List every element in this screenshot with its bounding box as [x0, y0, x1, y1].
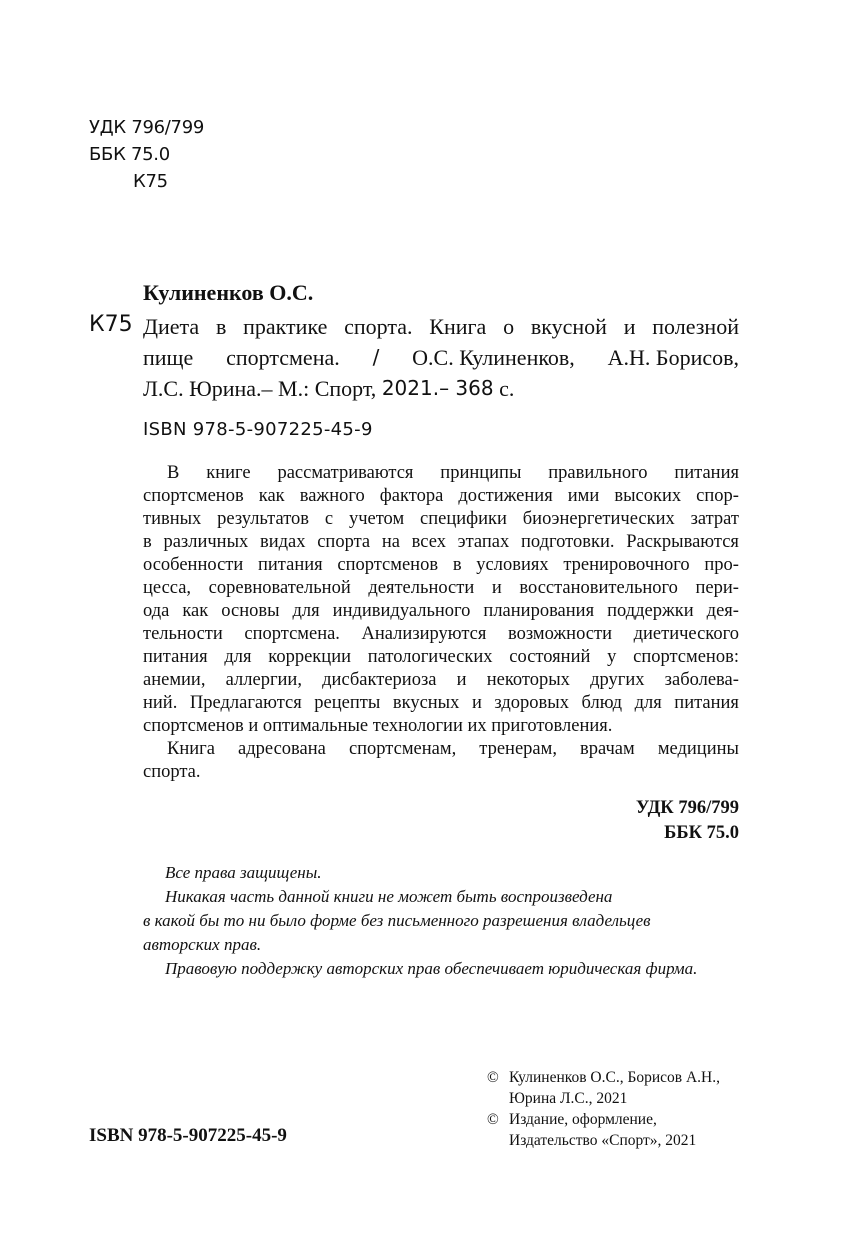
udk-code: УДК 796/799 — [89, 117, 205, 138]
annotation-word: деятельности — [368, 578, 475, 598]
annotation-word: питания — [143, 647, 208, 667]
annotation-word: Книга — [167, 739, 215, 759]
annotation-word: других — [590, 670, 645, 690]
annotation-line — [143, 692, 739, 715]
biblio-line-1: Диета в практике спорта. Книга о вкусной и полезной — [143, 314, 739, 339]
annotation-word: спортсменов — [337, 555, 439, 575]
isbn-line: ISBN 978-5-907225-45-9 — [143, 419, 373, 440]
annotation-word: и — [491, 578, 502, 598]
annotation-word: дея- — [706, 601, 739, 621]
annotation-word: восстановительного — [519, 578, 678, 598]
rights-line: авторских прав. — [143, 935, 262, 954]
annotation-word: важного — [299, 486, 365, 506]
entry-mark: К75 — [89, 312, 133, 337]
annotation-line: спорта. — [143, 762, 201, 782]
annotation-line: спортсменов и оптимальные технологии их приготовления. — [143, 716, 613, 736]
annotation-word: спортсменов — [143, 486, 244, 506]
biblio-line-3: Л.С. Юрина.– М.: Спорт, 2021.– 368 с. — [143, 376, 515, 401]
annotation-word: для — [224, 647, 252, 667]
annotation — [143, 462, 739, 784]
annotation-word: видах — [259, 532, 306, 552]
biblio-line-2: пище спортсмена. / О.С. Кулиненков, А.Н. Борисов, — [143, 345, 739, 370]
annotation-word: биоэнергетических — [522, 509, 675, 529]
annotation-word: пери- — [695, 578, 739, 598]
annotation-word: всех — [411, 532, 446, 552]
copyright-row: Юрина Л.С., 2021 — [509, 1090, 628, 1107]
annotation-word: ими — [567, 486, 600, 506]
annotation-word: этапах — [457, 532, 510, 552]
annotation-word: для — [634, 693, 662, 713]
annotation-word: в — [452, 555, 462, 575]
annotation-word: поддержки — [607, 601, 694, 621]
annotation-word: основы — [221, 601, 280, 621]
annotation-line — [143, 646, 739, 669]
udk-code-bottom: УДК 796/799 — [635, 798, 739, 818]
copyright-icon: © — [487, 1111, 499, 1128]
annotation-word: Анализируются — [361, 624, 487, 644]
annotation-word: тренировочного — [563, 555, 690, 575]
annotation-word: подготовки. — [520, 532, 615, 552]
annotation-word: соревновательной — [208, 578, 351, 598]
annotation-word: планирования — [483, 601, 595, 621]
annotation-word: высоких — [614, 486, 682, 506]
annotation-word: заболева- — [664, 670, 739, 690]
copyright-block — [487, 1067, 720, 1151]
annotation-word: вкусных — [392, 693, 460, 713]
annotation-word: у — [607, 647, 617, 667]
bbk-code-bottom: ББК 75.0 — [664, 823, 739, 843]
annotation-word: спортсменов: — [633, 647, 739, 667]
annotation-word: с — [324, 509, 334, 529]
annotation-word: ний. — [143, 693, 178, 713]
rights-line: Никакая часть данной книги не может быть воспроизведена — [165, 887, 613, 906]
annotation-word: принципы — [440, 463, 522, 483]
annotation-word: индивидуального — [332, 601, 471, 621]
annotation-word: питания — [674, 693, 739, 713]
annotation-line — [143, 462, 739, 485]
annotation-word: состояний — [509, 647, 591, 667]
rights-line: Все права защищены. — [165, 863, 322, 882]
annotation-word: тельности — [143, 624, 223, 644]
annotation-word: и — [471, 693, 482, 713]
annotation-line — [143, 577, 739, 600]
annotation-word: возможности — [508, 624, 612, 644]
annotation-word: как — [182, 601, 209, 621]
classification-bottom — [636, 796, 739, 846]
annotation-word: коррекции — [268, 647, 351, 667]
annotation-word: на — [381, 532, 400, 552]
annotation-word: здоровых — [494, 693, 569, 713]
annotation-word: рецепты — [314, 693, 381, 713]
annotation-word: спор- — [696, 486, 739, 506]
annotation-word: затрат — [690, 509, 739, 529]
annotation-word: как — [258, 486, 285, 506]
annotation-word: спортсменам, — [348, 739, 457, 759]
annotation-line — [143, 554, 739, 577]
annotation-word: результатов — [217, 509, 310, 529]
annotation-word: блюд — [581, 693, 623, 713]
annotation-word: про- — [704, 555, 739, 575]
annotation-word: Предлагаются — [189, 693, 302, 713]
annotation-word: цесса, — [143, 578, 192, 598]
annotation-word: специфики — [420, 509, 507, 529]
annotation-word: дисбактериоза — [322, 670, 437, 690]
annotation-word: учетом — [348, 509, 405, 529]
annotation-line — [143, 508, 739, 531]
annotation-word: медицины — [657, 739, 739, 759]
annotation-word: рассматриваются — [277, 463, 414, 483]
annotation-line — [143, 738, 739, 761]
annotation-word: аллергии, — [225, 670, 302, 690]
annotation-word: в — [143, 532, 152, 552]
copyright-row: Издательство «Спорт», 2021 — [509, 1132, 697, 1149]
annotation-word: условиях — [476, 555, 549, 575]
annotation-word: особенности — [143, 555, 244, 575]
annotation-word: анемии, — [143, 670, 206, 690]
rights-notice — [143, 861, 743, 981]
annotation-word: Раскрываются — [626, 532, 739, 552]
author-mark: К75 — [133, 171, 168, 192]
annotation-word: и — [456, 670, 467, 690]
annotation-word: врачам — [580, 739, 635, 759]
annotation-word: диетического — [633, 624, 739, 644]
annotation-line — [143, 531, 739, 554]
annotation-word: различных — [163, 532, 249, 552]
annotation-line — [143, 623, 739, 646]
annotation-word: тивных — [143, 509, 202, 529]
annotation-word: В — [167, 463, 180, 483]
annotation-word: достижения — [458, 486, 553, 506]
annotation-word: спорта — [317, 532, 371, 552]
annotation-word: некоторых — [486, 670, 570, 690]
annotation-line — [143, 600, 739, 623]
copyright-icon: © — [487, 1069, 499, 1086]
classification-top — [89, 114, 204, 195]
rights-line: в какой бы то ни было форме без письменного разрешения владельцев — [143, 911, 651, 930]
copyright-row: © Кулиненков О.С., Борисов А.Н., — [487, 1069, 720, 1086]
isbn-bottom: ISBN 978-5-907225-45-9 — [89, 1125, 287, 1146]
rights-line: Правовую поддержку авторских прав обеспечивает юридическая фирма. — [165, 959, 698, 978]
bibliographic-description — [143, 311, 739, 404]
bbk-code: ББК 75.0 — [89, 144, 170, 165]
annotation-word: тренерам, — [479, 739, 557, 759]
annotation-line — [143, 669, 739, 692]
annotation-word: спортсмена. — [244, 624, 340, 644]
annotation-word: ода — [143, 601, 170, 621]
annotation-word: правильного — [548, 463, 648, 483]
annotation-word: для — [292, 601, 320, 621]
annotation-word: фактора — [379, 486, 444, 506]
annotation-word: книге — [206, 463, 251, 483]
author-heading: Кулиненков О.С. — [143, 280, 314, 305]
annotation-word: питания — [674, 463, 739, 483]
annotation-word: питания — [258, 555, 323, 575]
annotation-word: патологических — [367, 647, 493, 667]
annotation-word: адресована — [238, 739, 326, 759]
copyright-row: © Издание, оформление, — [487, 1111, 657, 1128]
annotation-line — [143, 485, 739, 508]
